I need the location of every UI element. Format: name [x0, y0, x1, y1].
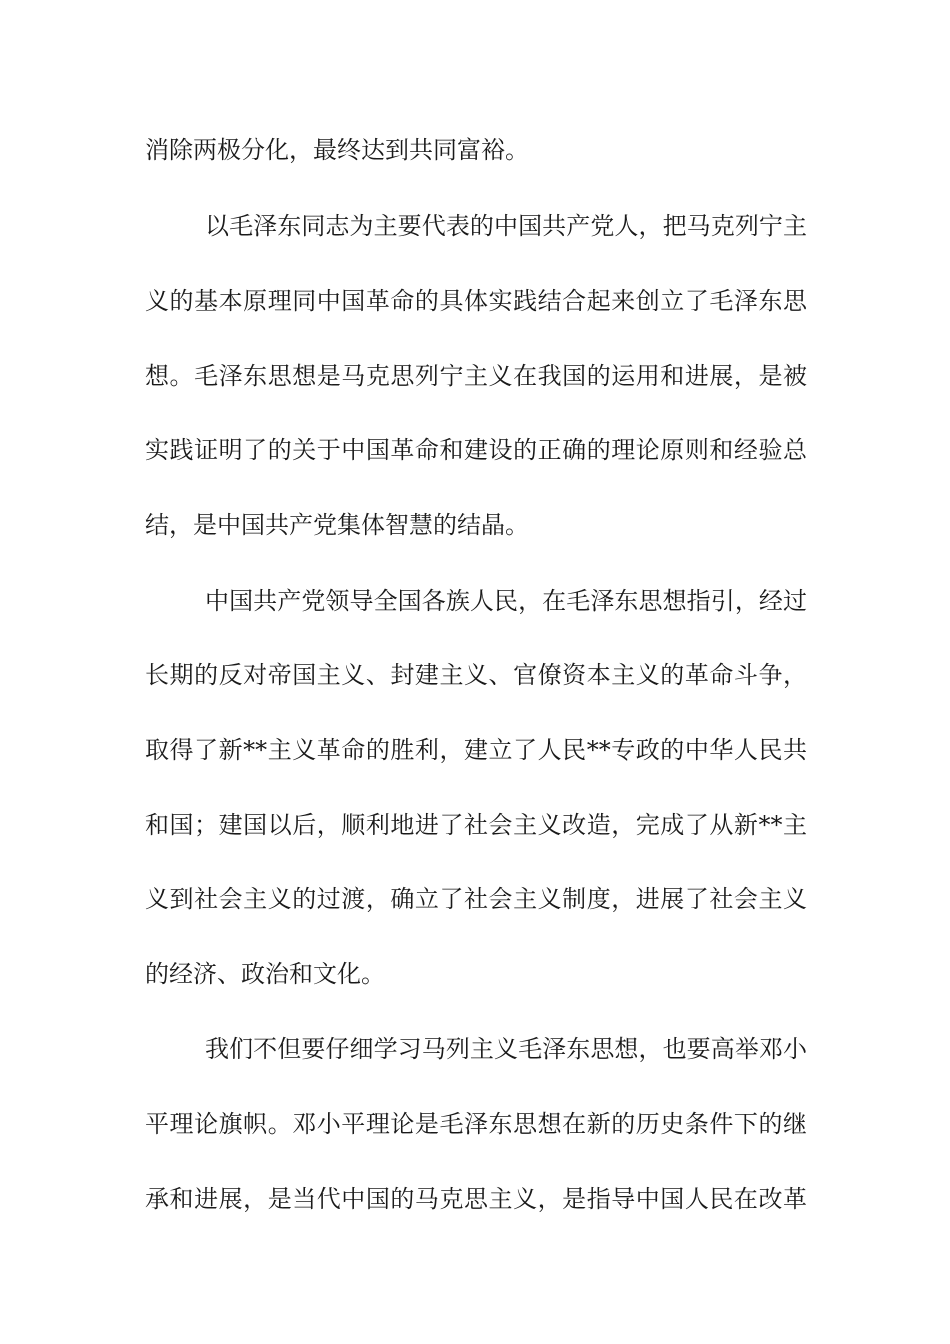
paragraph-3-line-5: 义到社会主义的过渡，确立了社会主义制度，进展了社会主义 [145, 885, 807, 913]
paragraph-3-line-1: 中国共产党领导全国各族人民，在毛泽东思想指引，经过 [205, 587, 807, 615]
paragraph-3-line-4: 和国；建国以后，顺利地进了社会主义改造，完成了从新**主 [145, 811, 807, 839]
paragraph-3-line-2: 长期的反对帝国主义、封建主义、官僚资本主义的革命斗争， [145, 661, 807, 689]
paragraph-3-line-3: 取得了新**主义革命的胜利，建立了人民**专政的中华人民共 [145, 736, 807, 764]
paragraph-2-line-3: 想。毛泽东思想是马克思列宁主义在我国的运用和进展，是被 [145, 362, 807, 390]
paragraph-4-line-1: 我们不但要仔细学习马列主义毛泽东思想，也要高举邓小 [205, 1035, 807, 1063]
paragraph-3-line-6: 的经济、政治和文化。 [145, 960, 385, 988]
paragraph-2-line-5: 结，是中国共产党集体智慧的结晶。 [145, 511, 529, 539]
paragraph-2-line-1: 以毛泽东同志为主要代表的中国共产党人，把马克列宁主 [205, 212, 807, 240]
paragraph-4-line-3: 承和进展，是当代中国的马克思主义，是指导中国人民在改革 [145, 1185, 807, 1213]
paragraph-2-line-4: 实践证明了的关于中国革命和建设的正确的理论原则和经验总 [145, 436, 807, 464]
paragraph-2-line-2: 义的基本原理同中国革命的具体实践结合起来创立了毛泽东思 [145, 287, 807, 315]
paragraph-1-line-1: 消除两极分化，最终达到共同富裕。 [145, 136, 529, 164]
paragraph-4-line-2: 平理论旗帜。邓小平理论是毛泽东思想在新的历史条件下的继 [145, 1110, 807, 1138]
